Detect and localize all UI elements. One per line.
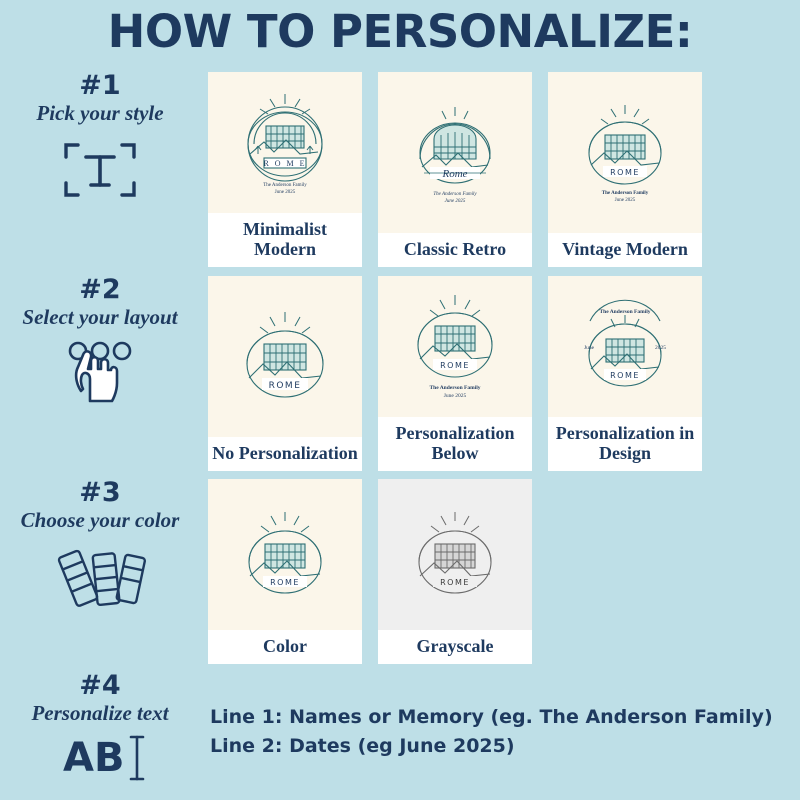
card-art [208,276,362,437]
card-line1: The Anderson Family [263,183,307,189]
card-vintage-modern[interactable] [548,72,702,267]
step-4-number: #4 [79,670,121,701]
card-word: ROME [440,577,470,587]
step-3-number: #3 [79,477,121,508]
instruction-line-2: Line 2: Dates (eg June 2025) [210,735,515,758]
card-word: ROME [610,167,640,177]
card-date-right: 2025 [655,345,666,352]
card-caption: Color [208,630,362,664]
card-line1: The Anderson Family [429,385,481,392]
hand-pointer-icon [0,339,200,407]
ab-text-cursor-icon [0,729,200,785]
card-art [548,72,702,233]
card-art [548,276,702,417]
card-art [378,276,532,417]
card-word: ROME [440,361,470,371]
card-no-personalization[interactable] [208,276,362,471]
card-word: ROME [268,380,302,391]
card-word: ROME [270,577,300,587]
card-line2: June 2025 [443,393,467,400]
step-2-number: #2 [79,274,121,305]
card-caption: Vintage Modern [548,233,702,267]
card-line1: The Anderson Family [601,190,649,196]
card-line1: The Anderson Family [433,191,477,197]
card-line2: June 2025 [274,190,296,196]
card-line1: The Anderson Family [599,309,651,316]
card-personalization-in-design[interactable] [548,276,702,471]
instruction-line-1: Line 1: Names or Memory (eg. The Anderson Family) [210,706,773,728]
card-line2: June 2025 [444,198,466,204]
text-tool-icon [0,135,200,205]
card-caption: Personalization in Design [548,417,702,471]
svg-text:AB: AB [63,735,125,782]
card-caption: No Personalization [208,437,362,471]
color-swatches-icon [0,542,200,614]
step-1-number: #1 [79,70,121,101]
card-caption: Classic Retro [378,233,532,267]
card-personalization-below[interactable] [378,276,532,471]
step-4-label: Personalize text [31,701,169,726]
card-caption: Minimalist Modern [208,213,362,267]
card-art [378,479,532,630]
card-word: Rome [442,167,468,180]
step-4 [0,672,200,785]
step-2 [0,276,200,407]
card-word: ROME [610,371,640,381]
step-1-label: Pick your style [36,101,164,126]
card-caption: Grayscale [378,630,532,664]
card-classic-retro[interactable] [378,72,532,267]
step-3-label: Choose your color [20,508,180,533]
card-art [208,72,362,213]
card-date-left: June [584,345,595,352]
card-art [378,72,532,233]
card-art [208,479,362,630]
page-title: HOW TO PERSONALIZE: [107,5,693,58]
card-minimalist-modern[interactable] [208,72,362,267]
card-caption: Personalization Below [378,417,532,471]
step-1 [0,72,200,205]
card-color[interactable] [208,479,362,664]
step-3 [0,479,200,614]
card-grayscale[interactable] [378,479,532,664]
personalize-text-instructions [210,703,790,762]
card-word: R O M E [263,159,307,169]
card-line2: June 2025 [614,197,636,203]
step-2-label: Select your layout [22,305,178,330]
